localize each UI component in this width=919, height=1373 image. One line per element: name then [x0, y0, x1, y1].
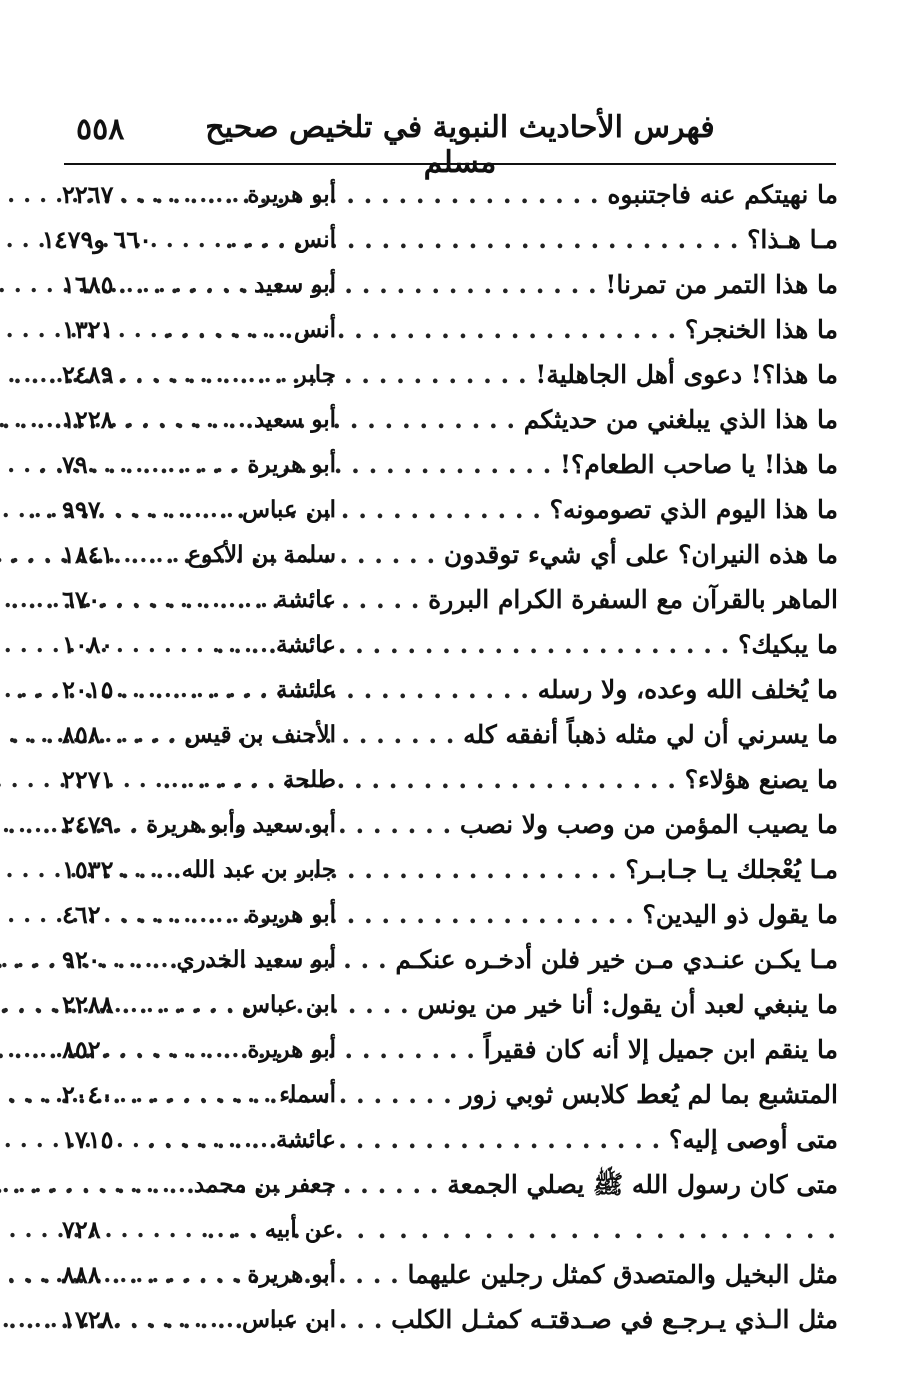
hadith-phrase: الماهر بالقرآن مع السفرة الكرام البررة . . . [518, 577, 838, 622]
hadith-phrase: متى أوصى إليه؟ . . . [518, 1117, 838, 1162]
hadith-phrase: ما هذه النيران؟ على أي شيء توقدون . . . [518, 532, 838, 577]
hadith-number: ١٠٨٠ [62, 630, 114, 659]
hadith-number: ١٧١٥ [62, 1125, 114, 1154]
hadith-number: ٢٢٧١ [62, 765, 114, 794]
hadith-number: ٢٢٨٨ [62, 990, 114, 1019]
index-entry [60, 1207, 838, 1252]
hadith-number: ٢٠١٥ [62, 675, 114, 704]
narrator-name: جعفر بن محمد . . . [136, 1162, 336, 1207]
index-entry [60, 172, 838, 217]
index-entry [60, 622, 838, 667]
index-entry [60, 397, 838, 442]
index-entry [60, 442, 838, 487]
hadith-number: ٩٩٧ [62, 495, 101, 524]
narrator-name: أسماء . . . [136, 1072, 336, 1117]
hadith-number: ١٦٨٥ [62, 270, 114, 299]
narrator-name: طلحة . . . [136, 757, 336, 802]
narrator-name: أبو هريرة . . . [136, 172, 336, 217]
page-number: ٥٥٨ [76, 112, 125, 147]
index-entry [60, 802, 838, 847]
hadith-phrase: مثل الـذي يـرجـع في صـدقتـه كمثـل الكلب . . . [518, 1297, 838, 1342]
hadith-phrase: ما يسرني أن لي مثله ذهباً أنفقه كله . . . [518, 712, 838, 757]
index-entry [60, 982, 838, 1027]
index-entry [41, 217, 838, 262]
narrator-name: أبو هريرة . . . [136, 1027, 336, 1072]
hadith-number: ٧٢٨ [62, 1215, 101, 1244]
hadith-number: ٦٧٠ [62, 585, 101, 614]
narrator-name: الأحنف بن قيس . . . [136, 712, 336, 757]
hadith-phrase: متى كان رسول الله ﷺ يصلي الجمعة . . . [518, 1162, 838, 1207]
hadith-number: ٧٩ [62, 450, 88, 479]
hadith-phrase: ما هذا الخنجر؟ . . . [518, 307, 838, 352]
index-entry [60, 307, 838, 352]
index-entry [60, 847, 838, 892]
narrator-name: أبو سعيد وأبو هريرة . . . [136, 802, 336, 847]
hadith-phrase [518, 1207, 838, 1252]
hadith-number: ١٢٢٨ [62, 405, 114, 434]
index-entry [60, 712, 838, 757]
narrator-name: أبو هريرة . . . [136, 442, 336, 487]
hadith-phrase: ما ينقم ابن جميل إلا أنه كان فقيراً . . . [518, 1027, 838, 1072]
index-entry [60, 1027, 838, 1072]
index-entry [60, 892, 838, 937]
hadith-index-list [41, 172, 838, 1342]
hadith-number: ٢٠٤٠ [62, 1080, 114, 1109]
index-entry [60, 1162, 838, 1207]
narrator-name: سلمة بن الأكوع . . . [136, 532, 336, 577]
hadith-phrase: ما يصنع هؤلاء؟ . . . [518, 757, 838, 802]
hadith-phrase: ما هذا التمر من تمرنا! . . . [518, 262, 838, 307]
page-title: فهرس الأحاديث النبوية في تلخيص صحيح مسلم [205, 110, 715, 180]
narrator-name: أبو هريرة . . . [136, 892, 336, 937]
hadith-number: ١٧٢٨ [62, 1305, 114, 1334]
narrator-name: جابر بن عبد الله . . . [136, 847, 336, 892]
narrator-name: عائشة . . . [136, 1117, 336, 1162]
index-entry [60, 487, 838, 532]
hadith-phrase: ما هذا الذي يبلغني من حديثكم . . . [518, 397, 838, 442]
index-entry [60, 937, 838, 982]
hadith-phrase: ما نهيتكم عنه فاجتنبوه . . . [518, 172, 838, 217]
hadith-phrase: مـا هـذا؟ . . . [518, 217, 838, 262]
narrator-name: أبو سعيد . . . [136, 397, 336, 442]
narrator-name: عائشة . . . [136, 577, 336, 622]
narrator-name: ابن عباس . . . [136, 1297, 336, 1342]
hadith-number: ٢٢٦٧ [62, 180, 114, 209]
index-entry [60, 1072, 838, 1117]
hadith-phrase: ما ينبغي لعبد أن يقول: أنا خير من يونس . . . [518, 982, 838, 1027]
hadith-number: ٦٦٠ و١٤٧٩ [41, 225, 152, 254]
header-divider [64, 163, 836, 165]
hadith-phrase: مثل البخيل والمتصدق كمثل رجلين عليهما . . . [518, 1252, 838, 1297]
index-entry [60, 1117, 838, 1162]
index-entry [60, 577, 838, 622]
narrator-name: ابن عباس . . . [136, 487, 336, 532]
narrator-name: جابر . . . [136, 352, 336, 397]
narrator-name: أبو هريرة . . . [136, 1252, 336, 1297]
hadith-phrase: ما يُخلف الله وعده، ولا رسله . . . [518, 667, 838, 712]
hadith-phrase: ما هذا! يا صاحب الطعام؟! . . . [518, 442, 838, 487]
hadith-phrase: مـا يكـن عنـدي مـن خير فلن أدخـره عنكـم . . . [518, 937, 838, 982]
narrator-name: عائشة . . . [136, 622, 336, 667]
narrator-name: عائشة . . . [136, 667, 336, 712]
narrator-name: أنس . . . [136, 307, 336, 352]
hadith-phrase: ما يقول ذو اليدين؟ . . . [518, 892, 838, 937]
hadith-number: ٨٨٨ [62, 1260, 101, 1289]
hadith-phrase: المتشبع بما لم يُعط كلابس ثوبي زور . . . [518, 1072, 838, 1117]
hadith-phrase: مـا يُعْجلك يـا جـابـر؟ . . . [518, 847, 838, 892]
index-entry [60, 352, 838, 397]
index-entry [60, 1297, 838, 1342]
hadith-phrase: ما يبكيك؟ . . . [518, 622, 838, 667]
narrator-name: أبو سعيد . . . [136, 262, 336, 307]
narrator-name: أبو سعيد الخدري . . . [136, 937, 336, 982]
narrator-name: عن أبيه . . . [136, 1207, 336, 1252]
hadith-number: ٢٤٧٩ [62, 810, 114, 839]
hadith-phrase: ما هذا؟! دعوى أهل الجاهلية! . . . [518, 352, 838, 397]
hadith-number: ٤٦٢ [62, 900, 101, 929]
index-entry [60, 262, 838, 307]
hadith-number: ١٨٤١ [62, 540, 114, 569]
hadith-number: ١٥٣٢ [62, 855, 114, 884]
hadith-number: ١٣٢١ [62, 315, 114, 344]
index-entry [60, 757, 838, 802]
narrator-name: أنس . . . [136, 217, 336, 262]
hadith-number: ٩٢٠ [62, 945, 101, 974]
hadith-phrase: ما يصيب المؤمن من وصب ولا نصب . . . [518, 802, 838, 847]
hadith-number: ٨٥٢ [62, 1035, 101, 1064]
hadith-number: ٢٤٨٩ [62, 360, 114, 389]
index-entry [60, 1252, 838, 1297]
narrator-name: ابن عباس . . . [136, 982, 336, 1027]
hadith-phrase: ما هذا اليوم الذي تصومونه؟ . . . [518, 487, 838, 532]
index-entry [60, 532, 838, 577]
hadith-number: ٨٥٨ [62, 720, 101, 749]
index-entry [60, 667, 838, 712]
